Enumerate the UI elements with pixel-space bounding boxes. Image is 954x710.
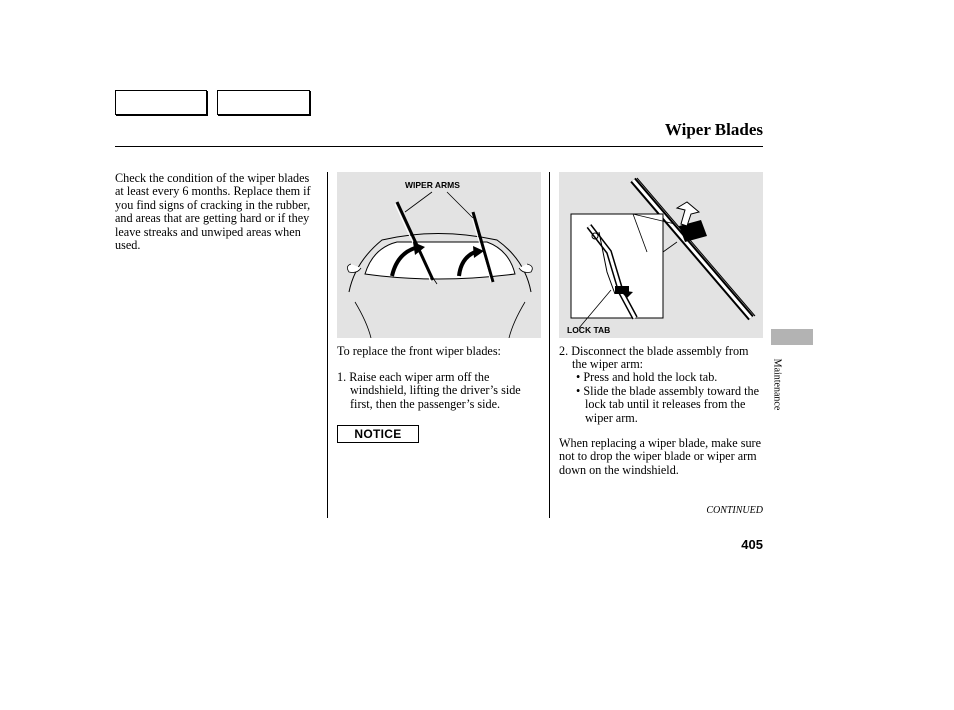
bullet-1: • Press and hold the lock tab. <box>576 370 718 384</box>
wiper-arms-figure <box>337 172 541 338</box>
lock-tab-label: LOCK TAB <box>567 325 611 335</box>
section-tab[interactable] <box>771 329 813 345</box>
note-paragraph: When replacing a wiper blade, make sure not to drop the wiper blade or wiper arm down on the windshield. <box>559 436 762 477</box>
header-rule <box>115 146 763 147</box>
step-2: 2. Disconnect the blade assembly from the wiper arm: <box>559 344 749 372</box>
bullet-2: • Slide the blade assembly toward the lock tab until it releases from the wiper arm. <box>576 384 759 425</box>
notice-badge: NOTICE <box>337 425 419 443</box>
nav-button-1[interactable] <box>115 90 207 115</box>
continued-label: CONTINUED <box>706 505 763 516</box>
column-divider-1 <box>327 172 328 518</box>
lock-tab-illustration <box>559 172 763 338</box>
step-1: 1. Raise each wiper arm off the windshield, lifting the driver’s side first, then the passenger’s side. <box>337 370 521 411</box>
page-number: 405 <box>741 537 763 552</box>
intro-paragraph: Check the condition of the wiper blades at least every 6 months. Replace them if you find signs of cracking in the rubber, and areas that are getting hard or if they leave streaks and unwiped areas when used. <box>115 171 311 253</box>
replace-lead: To replace the front wiper blades: <box>337 344 501 358</box>
nav-button-2[interactable] <box>217 90 310 115</box>
wiper-arms-label: WIPER ARMS <box>405 180 460 190</box>
lock-tab-figure <box>559 172 763 338</box>
windshield-illustration <box>337 172 541 338</box>
column-divider-2 <box>549 172 550 518</box>
section-tab-label: Maintenance <box>771 358 783 411</box>
page-title: Wiper Blades <box>664 120 763 139</box>
